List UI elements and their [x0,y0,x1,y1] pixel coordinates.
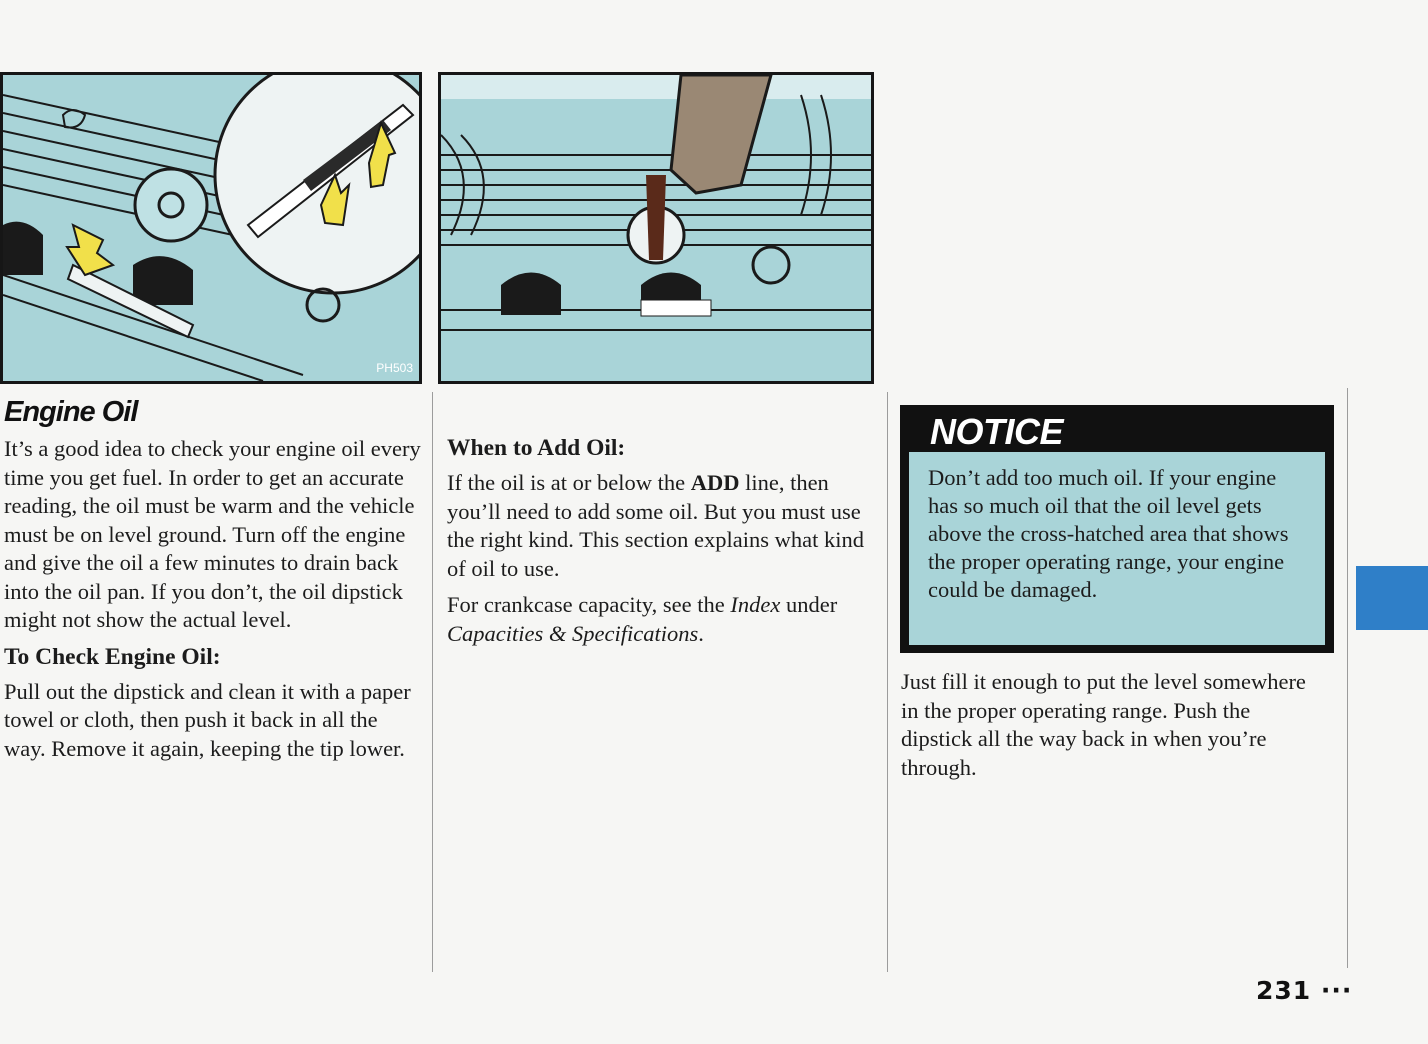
page-number: 231 ··· [1256,976,1353,1005]
intro-paragraph: It’s a good idea to check your engine oil every time you get fuel. In order to get an accurate reading, the oil must be warm and the vehicle must be on level ground. Turn off the engine and give the oil a few minutes to drain back into the oil pan. If you don’t, the oil dipstick might not show the actual level. [4,436,421,632]
column-divider [887,392,888,972]
column-engine-oil [4,396,424,771]
text-run: under [780,592,838,617]
column-divider [1347,388,1348,968]
oil-pour-drawing [441,75,871,381]
text-run: For crankcase capacity, see the [447,592,731,617]
add-oil-paragraph [447,469,867,583]
text-run: If the oil is at or below the [447,470,691,495]
index-reference: Index [730,592,781,617]
add-oil-heading: When to Add Oil: [447,435,626,461]
text-run: line, then you’ll need to add some oil. But you must use the right kind. This section explains what kind of oil to use. [447,470,865,581]
section-title: Engine Oil [4,396,138,428]
capacity-paragraph [447,591,867,648]
capacities-reference: Capacities & Specifications [447,620,699,646]
column-divider [432,392,433,972]
notice-title: NOTICE [930,411,1064,452]
notice-text: Don’t add too much oil. If your engine has so much oil that the oil level gets above the cross-hatched area that shows the proper operating range, your engine could be damaged. [909,452,1325,645]
dipstick-illustration [0,72,422,384]
figure-code: PH503 [376,361,413,375]
check-heading: To Check Engine Oil: [4,643,221,670]
check-paragraph: Pull out the dipstick and clean it with a paper towel or cloth, then push it back in all the way. Remove it again, keeping the tip lower. [4,678,411,761]
add-oil-illustration [438,72,874,384]
fill-paragraph: Just fill it enough to put the level somewhere in the proper operating range. Push the dipstick all the way back in when you’re through. [901,669,1306,780]
column-fill-level [901,668,1321,790]
engine-dipstick-drawing [3,75,419,381]
notice-box [900,405,1334,653]
add-label: ADD [690,470,740,495]
text-run: . [698,620,704,646]
section-tab [1356,566,1428,630]
column-add-oil [447,434,867,656]
